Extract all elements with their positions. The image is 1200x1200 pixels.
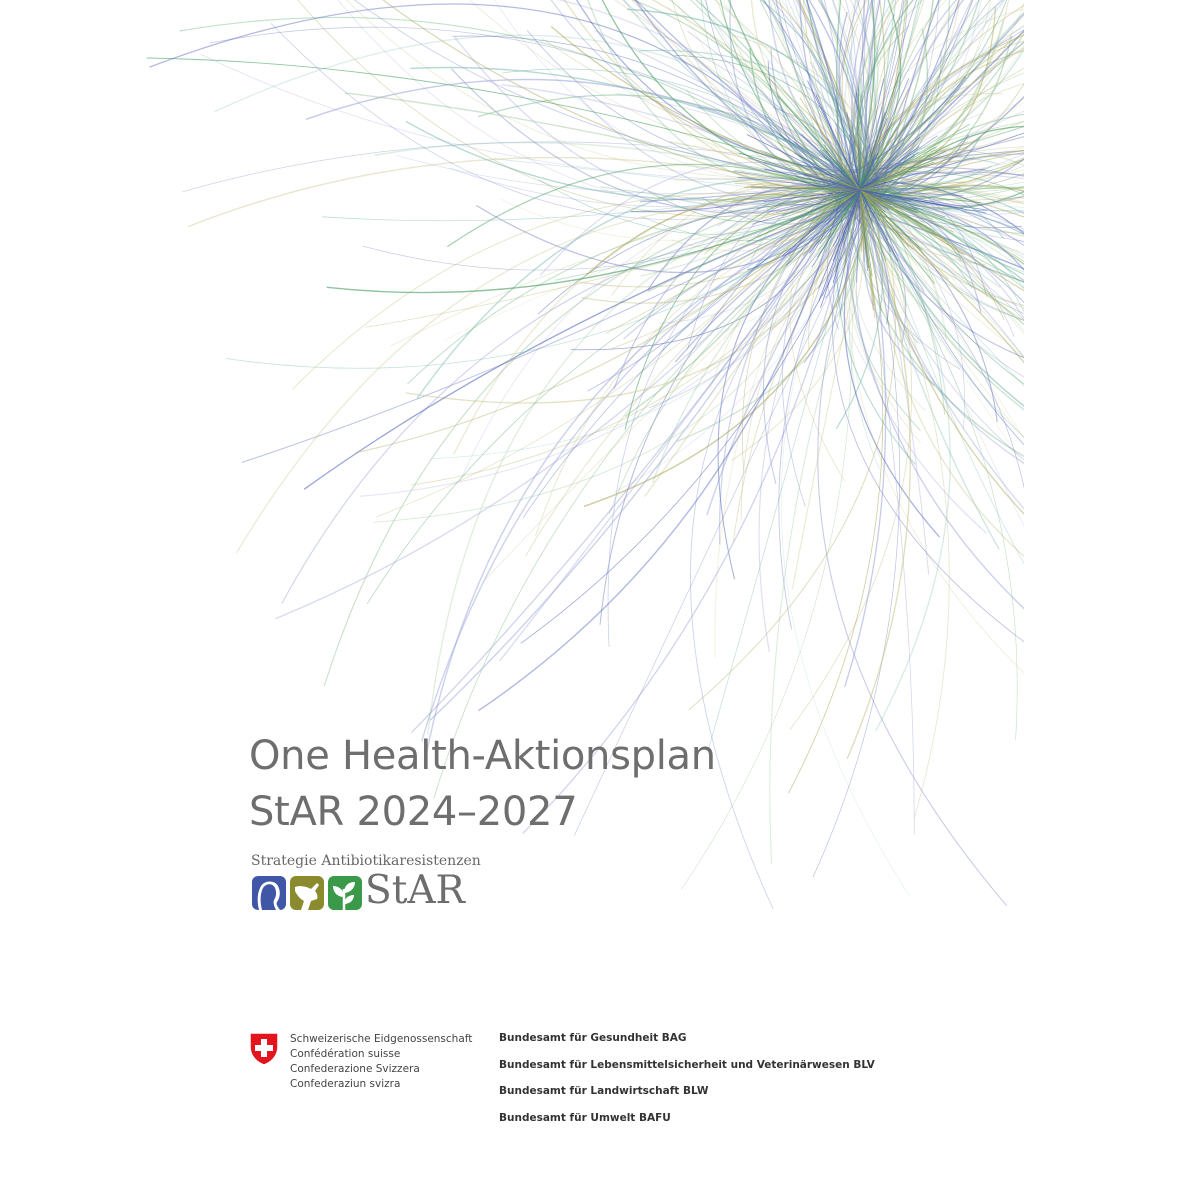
burst-strand	[873, 205, 929, 574]
burst-strand	[333, 0, 846, 211]
confederation-name-fr: Confédération suisse	[290, 1048, 401, 1060]
star-icons	[251, 875, 365, 913]
confederation-name-rm: Confederaziun svizra	[290, 1078, 401, 1090]
office-blw: Bundesamt für Landwirtschaft BLW	[499, 1085, 709, 1097]
confederation-name-de: Schweizerische Eidgenossenschaft	[290, 1033, 473, 1045]
cover-title-line-2: StAR 2024–2027	[249, 789, 578, 835]
star-tagline: Strategie Antibiotikaresistenzen	[251, 853, 481, 869]
animal-icon	[290, 876, 324, 910]
cover-title-line-1: One Health-Aktionsplan	[249, 733, 716, 779]
human-icon	[252, 876, 286, 910]
burst-strand	[355, 196, 854, 453]
burst-strand	[478, 199, 840, 710]
burst-strand	[434, 210, 849, 799]
office-bag: Bundesamt für Gesundheit BAG	[499, 1032, 687, 1044]
burst-strand	[818, 203, 1007, 906]
swiss-shield-icon	[248, 1031, 280, 1067]
plant-icon	[328, 876, 362, 910]
office-blv: Bundesamt für Lebensmittelsicherheit und Veterinärwesen BLV	[499, 1058, 875, 1071]
star-logo	[251, 853, 491, 917]
confederation-name-it: Confederazione Svizzera	[290, 1063, 420, 1075]
office-bafu: Bundesamt für Umwelt BAFU	[499, 1111, 671, 1124]
federal-offices-list	[499, 1032, 875, 1138]
cover-title	[249, 728, 716, 840]
star-wordmark: StAR	[365, 868, 465, 913]
burst-strand	[869, 208, 1024, 702]
confederation-names	[290, 1032, 472, 1092]
burst-strand	[813, 207, 899, 877]
burst-strand	[150, 4, 842, 207]
confederation-logo	[248, 1031, 488, 1095]
